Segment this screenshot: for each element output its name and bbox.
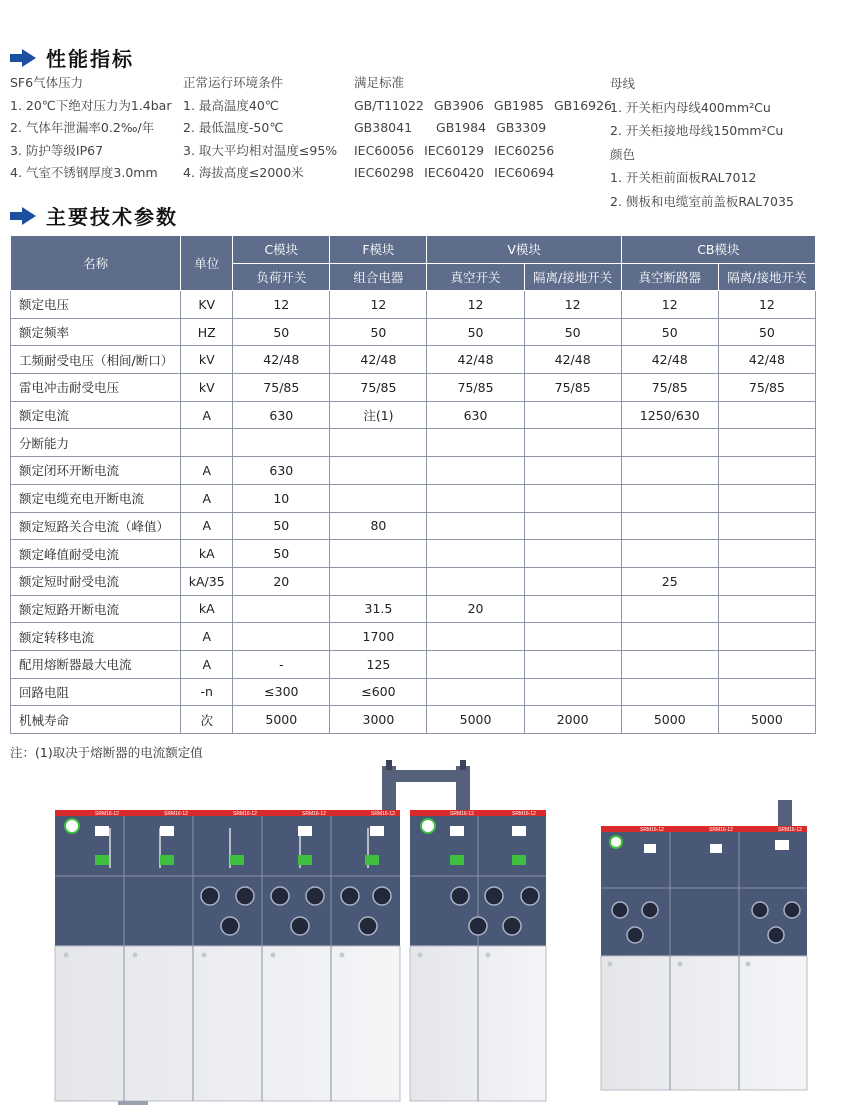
row-unit-cell xyxy=(181,429,233,457)
table-row xyxy=(11,457,816,485)
spec-heading: 母线 xyxy=(610,76,636,91)
row-name-cell: 工频耐受电压（相间/断口） xyxy=(11,346,181,374)
value-cell xyxy=(621,678,718,706)
cabinet-group-left xyxy=(55,810,400,1105)
performance-specs xyxy=(10,72,840,212)
value-cell xyxy=(718,623,815,651)
value-cell: 5000 xyxy=(427,706,524,734)
cabinet-label: SRM16-12 xyxy=(233,811,257,817)
value-cell xyxy=(524,623,621,651)
value-cell: 12 xyxy=(718,291,815,319)
standard-code: GB3906 xyxy=(433,97,484,113)
value-cell xyxy=(718,457,815,485)
value-cell: 42/48 xyxy=(330,346,427,374)
spec-heading: 满足标准 xyxy=(354,75,405,90)
value-cell xyxy=(621,457,718,485)
spec-item: 2. 侧板和电缆室前盖板RAL7035 xyxy=(610,193,794,209)
header-sub: 组合电器 xyxy=(330,263,427,291)
value-cell xyxy=(427,623,524,651)
header-module: V模块 xyxy=(427,236,621,264)
row-unit-cell: HZ xyxy=(181,318,233,346)
row-unit-cell: KV xyxy=(181,291,233,319)
value-cell: 42/48 xyxy=(718,346,815,374)
value-cell xyxy=(524,567,621,595)
value-cell xyxy=(621,540,718,568)
cabinet-label: SRM16-12 xyxy=(778,827,802,833)
table-row xyxy=(11,346,816,374)
value-cell: 75/85 xyxy=(524,374,621,402)
value-cell xyxy=(718,567,815,595)
spec-item: 2. 气体年泄漏率0.2‰/年 xyxy=(10,120,155,135)
standard-code: GB1984 xyxy=(436,120,487,135)
table-row xyxy=(11,706,816,734)
spec-item: 1. 最高温度40℃ xyxy=(183,97,279,113)
table-row xyxy=(11,484,816,512)
row-name-cell: 额定短路关合电流（峰值） xyxy=(11,512,181,540)
standard-code: IEC60298 xyxy=(354,165,415,180)
value-cell xyxy=(330,457,427,485)
header-sub: 隔离/接地开关 xyxy=(524,263,621,291)
section-heading-performance xyxy=(10,43,134,72)
value-cell: 75/85 xyxy=(621,374,718,402)
value-cell: ≤300 xyxy=(233,678,330,706)
spec-heading: 正常运行环境条件 xyxy=(183,75,284,90)
row-name-cell: 配用熔断器最大电流 xyxy=(11,650,181,678)
value-cell xyxy=(718,401,815,429)
right-arrow-icon xyxy=(10,207,36,225)
value-cell: 5000 xyxy=(621,706,718,734)
standards-row xyxy=(354,162,618,185)
spec-heading: SF6气体压力 xyxy=(10,75,84,90)
value-cell xyxy=(427,457,524,485)
value-cell: 630 xyxy=(233,401,330,429)
sf6-pressure-column xyxy=(10,72,171,185)
spec-item: 2. 最低温度-50℃ xyxy=(183,120,284,135)
value-cell xyxy=(233,595,330,623)
cabinet-label: SRM16-12 xyxy=(95,811,119,817)
spec-item: 1. 20℃下绝对压力为1.4bar xyxy=(10,97,172,113)
value-cell xyxy=(233,429,330,457)
row-unit-cell: kV xyxy=(181,374,233,402)
cabinet-label: SRM16-12 xyxy=(302,811,326,817)
table-row xyxy=(11,374,816,402)
row-unit-cell: A xyxy=(181,512,233,540)
table-row xyxy=(11,678,816,706)
row-name-cell: 额定电压 xyxy=(11,291,181,319)
value-cell xyxy=(427,484,524,512)
value-cell xyxy=(330,540,427,568)
row-name-cell: 机械寿命 xyxy=(11,706,181,734)
value-cell xyxy=(524,540,621,568)
row-name-cell: 额定短路开断电流 xyxy=(11,595,181,623)
value-cell: 注(1) xyxy=(330,401,427,429)
value-cell xyxy=(524,650,621,678)
cabinet-group-right xyxy=(601,800,807,1090)
value-cell: 50 xyxy=(330,318,427,346)
value-cell xyxy=(427,567,524,595)
standard-code: GB/T11022 xyxy=(354,97,424,113)
value-cell: 3000 xyxy=(330,706,427,734)
value-cell xyxy=(524,401,621,429)
cabinet-label: SRM16-12 xyxy=(640,827,664,833)
row-name-cell: 额定闭环开断电流 xyxy=(11,457,181,485)
table-row xyxy=(11,318,816,346)
value-cell xyxy=(621,484,718,512)
row-name-cell: 额定峰值耐受电流 xyxy=(11,540,181,568)
spec-item: 4. 海拔高度≤2000米 xyxy=(183,165,304,180)
value-cell: 125 xyxy=(330,650,427,678)
value-cell: 42/48 xyxy=(621,346,718,374)
table-body xyxy=(11,291,816,734)
header-sub: 负荷开关 xyxy=(233,263,330,291)
cabinet-group-middle xyxy=(410,810,546,1101)
value-cell xyxy=(621,512,718,540)
value-cell xyxy=(718,484,815,512)
value-cell xyxy=(330,484,427,512)
standard-code: IEC60056 xyxy=(354,142,415,158)
row-name-cell: 回路电阻 xyxy=(11,678,181,706)
value-cell: 75/85 xyxy=(330,374,427,402)
row-unit-cell: A xyxy=(181,484,233,512)
value-cell: 20 xyxy=(427,595,524,623)
table-row xyxy=(11,512,816,540)
spec-item: 3. 防护等级IP67 xyxy=(10,142,104,158)
cabinet-label: SRM16-12 xyxy=(371,811,395,817)
value-cell xyxy=(524,457,621,485)
spec-heading: 颜色 xyxy=(610,146,636,162)
value-cell xyxy=(330,429,427,457)
header-sub: 真空断路器 xyxy=(621,263,718,291)
standard-code: GB3309 xyxy=(496,120,547,135)
spec-item: 3. 取大平均相对温度≤95% xyxy=(183,142,338,158)
row-name-cell: 分断能力 xyxy=(11,429,181,457)
section-heading-technical xyxy=(10,201,178,230)
value-cell: 42/48 xyxy=(233,346,330,374)
header-module: CB模块 xyxy=(621,236,815,264)
value-cell xyxy=(427,429,524,457)
value-cell: 12 xyxy=(427,291,524,319)
row-unit-cell: A xyxy=(181,401,233,429)
spec-item: 2. 开关柜接地母线150mm²Cu xyxy=(610,123,784,138)
value-cell: 50 xyxy=(427,318,524,346)
row-name-cell: 雷电冲击耐受电压 xyxy=(11,374,181,402)
value-cell: 12 xyxy=(621,291,718,319)
table-row xyxy=(11,540,816,568)
value-cell: 42/48 xyxy=(524,346,621,374)
header-module: C模块 xyxy=(233,236,330,264)
value-cell xyxy=(718,429,815,457)
value-cell: 20 xyxy=(233,567,330,595)
value-cell xyxy=(427,650,524,678)
row-unit-cell: -n xyxy=(181,678,233,706)
row-name-cell: 额定电流 xyxy=(11,401,181,429)
value-cell xyxy=(524,595,621,623)
value-cell xyxy=(427,512,524,540)
row-name-cell: 额定转移电流 xyxy=(11,623,181,651)
value-cell: 25 xyxy=(621,567,718,595)
value-cell: 1250/630 xyxy=(621,401,718,429)
environment-column xyxy=(183,72,337,185)
busbar-bridge xyxy=(382,760,470,812)
header-sub: 隔离/接地开关 xyxy=(718,263,815,291)
value-cell: 50 xyxy=(718,318,815,346)
value-cell xyxy=(330,567,427,595)
value-cell: 80 xyxy=(330,512,427,540)
table-row xyxy=(11,595,816,623)
header-module: F模块 xyxy=(330,236,427,264)
cabinet-label: SRM16-12 xyxy=(512,811,536,817)
value-cell: 42/48 xyxy=(427,346,524,374)
value-cell xyxy=(621,623,718,651)
value-cell: 630 xyxy=(233,457,330,485)
standard-code: IEC60694 xyxy=(494,165,555,180)
value-cell xyxy=(718,650,815,678)
standard-code: GB1985 xyxy=(493,97,544,113)
table-row xyxy=(11,623,816,651)
value-cell: 50 xyxy=(621,318,718,346)
table-row xyxy=(11,401,816,429)
header-sub: 真空开关 xyxy=(427,263,524,291)
value-cell: 5000 xyxy=(233,706,330,734)
value-cell: ≤600 xyxy=(330,678,427,706)
standard-code: IEC60129 xyxy=(424,142,485,158)
spec-item: 1. 开关柜内母线400mm²Cu xyxy=(610,99,771,115)
row-name-cell: 额定短时耐受电流 xyxy=(11,567,181,595)
row-unit-cell: 次 xyxy=(181,706,233,734)
table-row xyxy=(11,291,816,319)
value-cell xyxy=(621,595,718,623)
value-cell xyxy=(621,429,718,457)
value-cell: 12 xyxy=(330,291,427,319)
standards-row xyxy=(354,95,618,118)
value-cell: 5000 xyxy=(718,706,815,734)
value-cell: 50 xyxy=(233,512,330,540)
standard-code: GB16926 xyxy=(553,97,613,113)
value-cell: - xyxy=(233,650,330,678)
section-title: 性能指标 xyxy=(46,47,134,71)
switchgear-illustration xyxy=(0,760,850,1107)
header-unit: 单位 xyxy=(181,236,233,291)
row-unit-cell: A xyxy=(181,623,233,651)
value-cell xyxy=(524,429,621,457)
right-arrow-icon xyxy=(10,49,36,67)
value-cell xyxy=(524,512,621,540)
row-name-cell: 额定频率 xyxy=(11,318,181,346)
value-cell xyxy=(233,623,330,651)
row-unit-cell: kA xyxy=(181,595,233,623)
table-row xyxy=(11,650,816,678)
row-unit-cell: A xyxy=(181,457,233,485)
cabinet-label: SRM16-12 xyxy=(709,827,733,833)
value-cell: 75/85 xyxy=(427,374,524,402)
value-cell: 50 xyxy=(524,318,621,346)
value-cell: 31.5 xyxy=(330,595,427,623)
standard-code: IEC60256 xyxy=(494,142,555,158)
value-cell xyxy=(427,678,524,706)
section-title: 主要技术参数 xyxy=(46,205,178,229)
table-row xyxy=(11,429,816,457)
standards-row xyxy=(354,117,618,140)
cabinet-label: SRM16-12 xyxy=(450,811,474,817)
value-cell xyxy=(524,484,621,512)
value-cell xyxy=(718,540,815,568)
value-cell: 75/85 xyxy=(718,374,815,402)
standard-code: IEC60420 xyxy=(424,165,485,180)
spec-item: 4. 气室不锈钢厚度3.0mm xyxy=(10,165,158,180)
header-name: 名称 xyxy=(11,236,181,291)
value-cell: 630 xyxy=(427,401,524,429)
value-cell: 75/85 xyxy=(233,374,330,402)
value-cell: 12 xyxy=(524,291,621,319)
row-unit-cell: A xyxy=(181,650,233,678)
standards-row xyxy=(354,140,618,163)
spec-item: 1. 开关柜前面板RAL7012 xyxy=(610,170,757,185)
value-cell xyxy=(718,678,815,706)
value-cell xyxy=(524,678,621,706)
standards-column xyxy=(354,72,618,185)
value-cell xyxy=(427,540,524,568)
standard-code: GB38041 xyxy=(354,120,413,135)
technical-parameters-table xyxy=(10,235,816,734)
value-cell xyxy=(718,595,815,623)
value-cell xyxy=(718,512,815,540)
row-unit-cell: kV xyxy=(181,346,233,374)
table-header-row xyxy=(11,236,816,264)
row-unit-cell: kA/35 xyxy=(181,567,233,595)
busbar-color-column xyxy=(610,72,794,213)
row-name-cell: 额定电缆充电开断电流 xyxy=(11,484,181,512)
footnote: 注：(1)取决于熔断器的电流额定值 xyxy=(10,745,203,760)
cabinet-label: SRM16-12 xyxy=(164,811,188,817)
value-cell: 2000 xyxy=(524,706,621,734)
value-cell xyxy=(621,650,718,678)
value-cell: 10 xyxy=(233,484,330,512)
value-cell: 50 xyxy=(233,540,330,568)
row-unit-cell: kA xyxy=(181,540,233,568)
value-cell: 1700 xyxy=(330,623,427,651)
value-cell: 50 xyxy=(233,318,330,346)
value-cell: 12 xyxy=(233,291,330,319)
table-row xyxy=(11,567,816,595)
